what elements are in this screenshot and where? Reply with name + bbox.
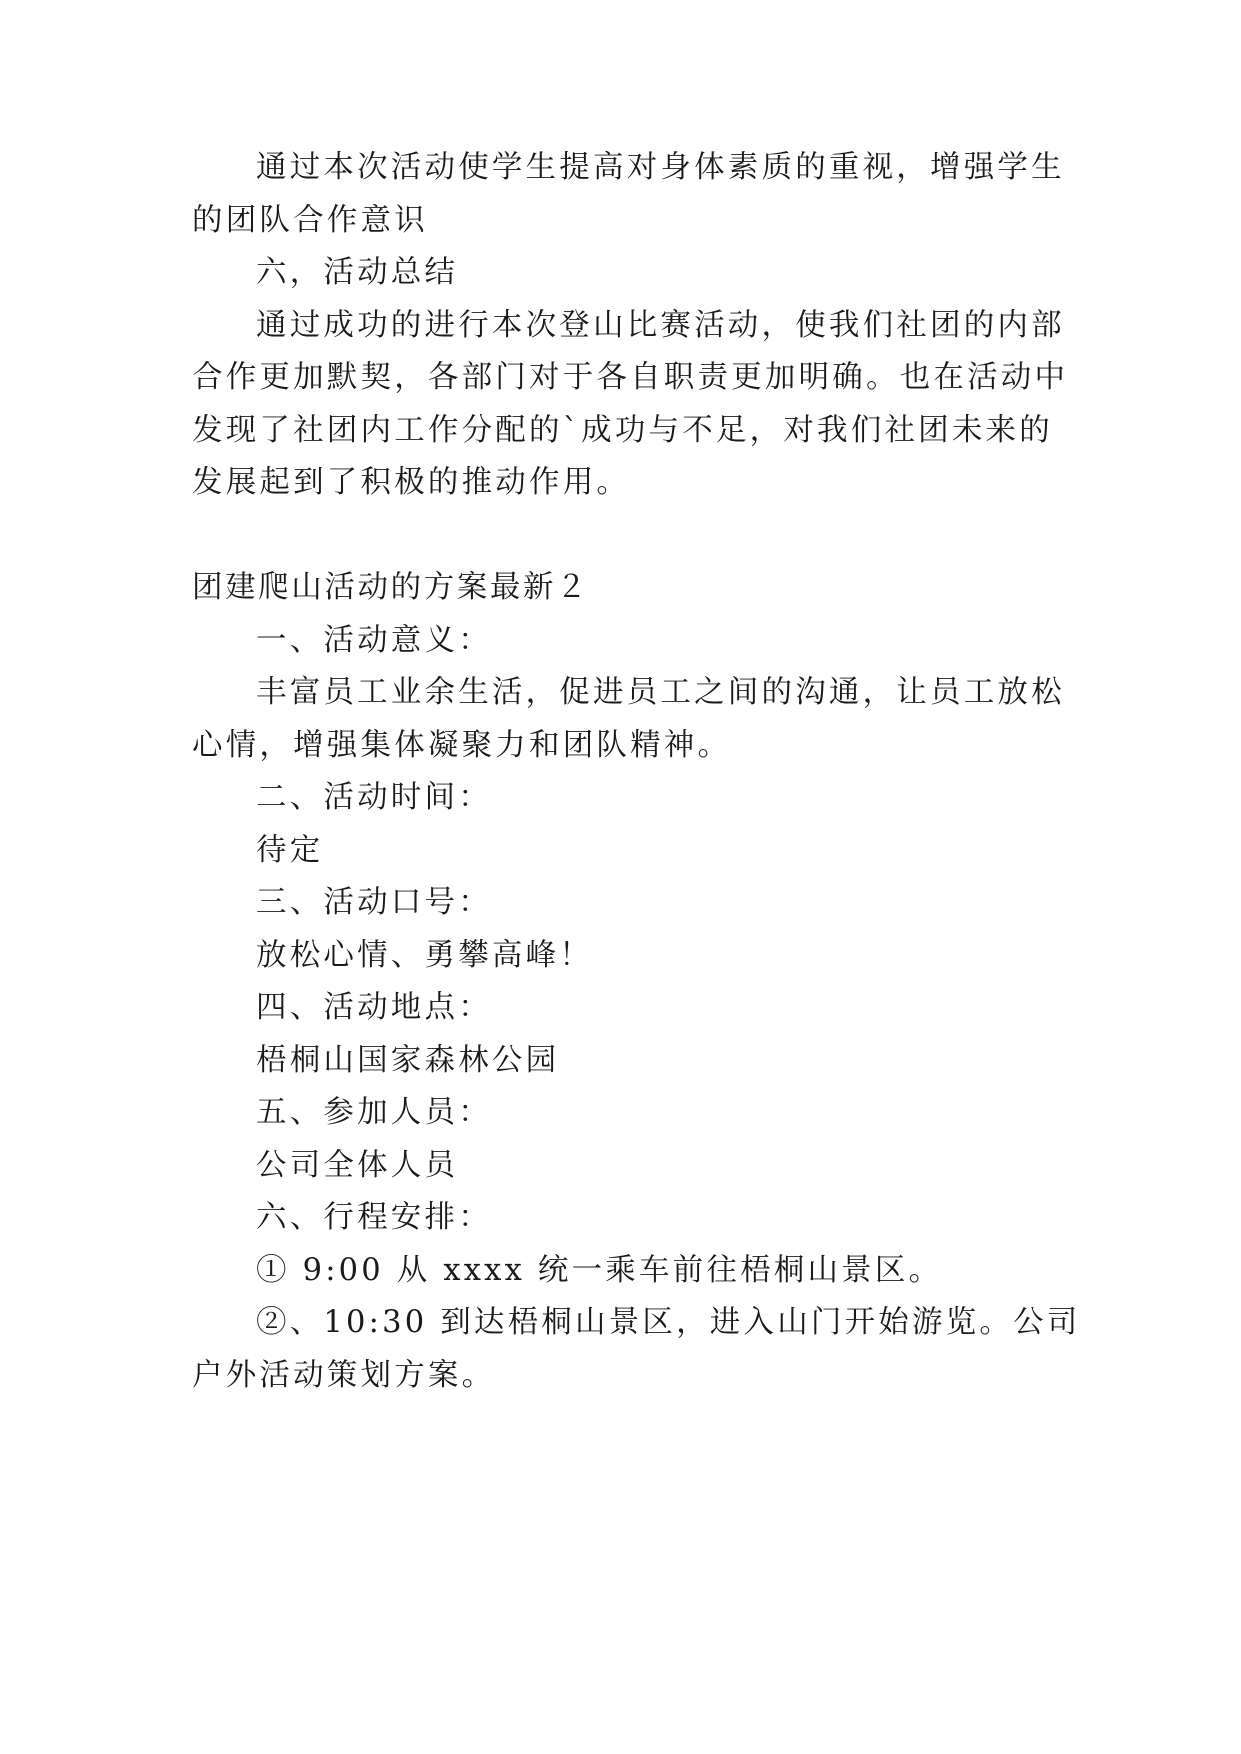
time-text: 待定	[256, 833, 324, 868]
summary-heading: 六，活动总结	[256, 255, 459, 290]
schedule-item-2-line-2: 户外活动策划方案。	[192, 1358, 496, 1393]
schedule-item-2-line-1: ②、10:30 到达梧桐山景区，进入山门开始游览。公司	[256, 1305, 1081, 1340]
slogan-heading: 三、活动口号：	[256, 885, 492, 920]
schedule-heading: 六、行程安排：	[256, 1200, 492, 1235]
meaning-heading: 一、活动意义：	[256, 623, 492, 658]
meaning-text-line-2: 心情，增强集体凝聚力和团队精神。	[192, 728, 732, 763]
time-heading: 二、活动时间：	[256, 780, 492, 815]
goal-paragraph-line-2: 的团队合作意识	[192, 203, 428, 238]
slogan-text: 放松心情、勇攀高峰！	[256, 938, 593, 973]
summary-paragraph-line-1: 通过成功的进行本次登山比赛活动，使我们社团的内部	[256, 308, 1065, 343]
section-title: 团建爬山活动的方案最新２	[192, 570, 590, 605]
meaning-text-line-1: 丰富员工业余生活，促进员工之间的沟通，让员工放松	[256, 675, 1065, 710]
participants-text: 公司全体人员	[256, 1148, 459, 1183]
summary-paragraph-line-4: 发展起到了积极的推动作用。	[192, 465, 631, 500]
summary-paragraph-line-2: 合作更加默契，各部门对于各自职责更加明确。也在活动中	[192, 360, 1069, 395]
location-text: 梧桐山国家森林公园	[256, 1043, 560, 1078]
location-heading: 四、活动地点：	[256, 990, 492, 1025]
summary-paragraph-line-3: 发现了社团内工作分配的`成功与不足，对我们社团未来的	[192, 413, 1053, 448]
participants-heading: 五、参加人员：	[256, 1095, 492, 1130]
schedule-item-1: ① 9:00 从 xxxx 统一乘车前往梧桐山景区。	[256, 1253, 943, 1288]
goal-paragraph-line-1: 通过本次活动使学生提高对身体素质的重视，增强学生	[256, 150, 1065, 185]
